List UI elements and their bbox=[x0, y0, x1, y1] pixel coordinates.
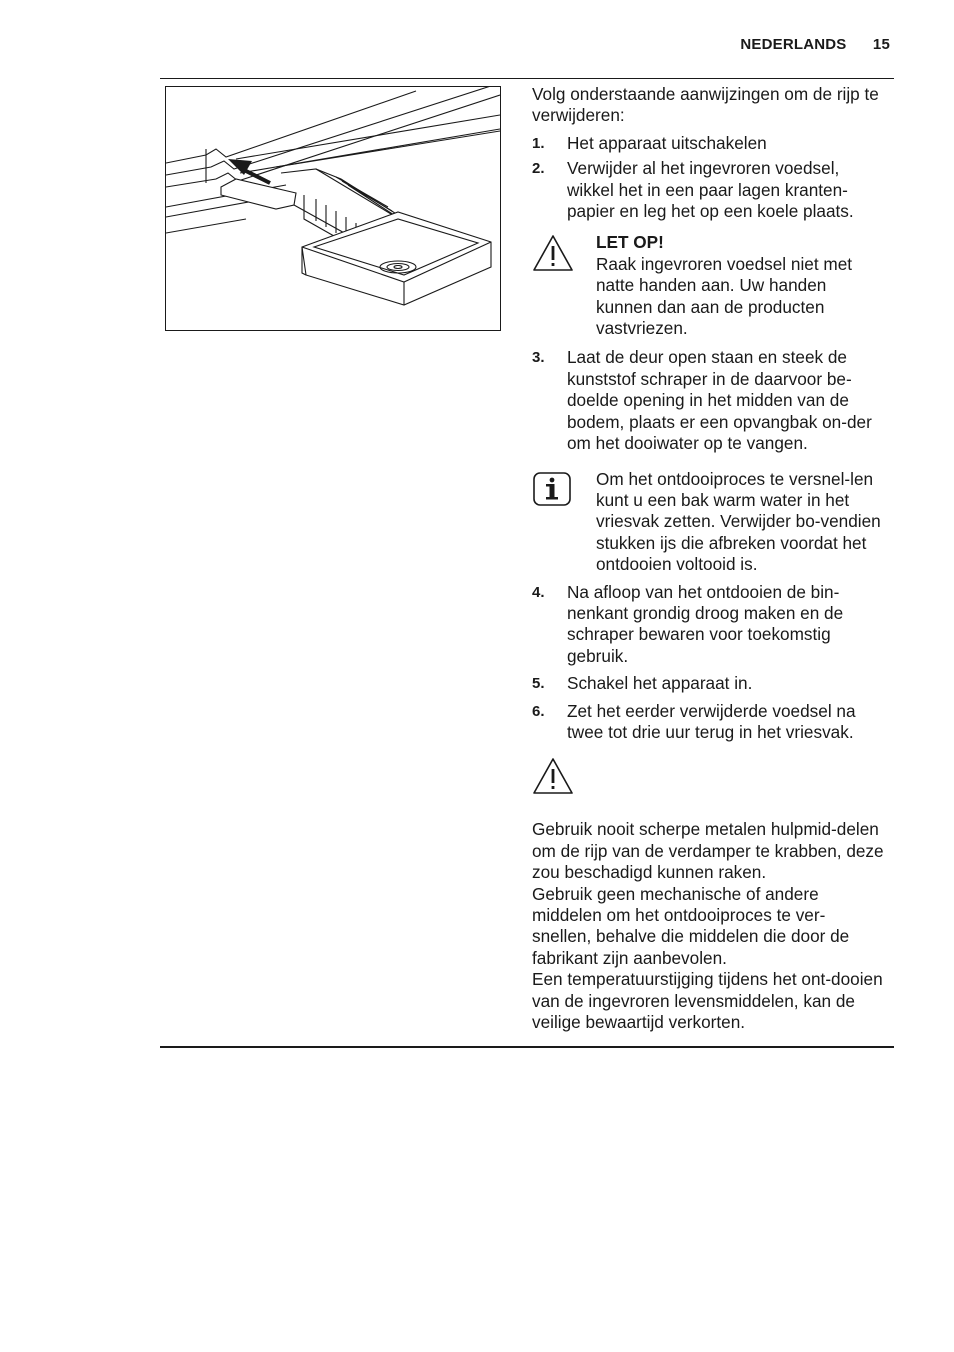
warning-text bbox=[532, 819, 884, 1033]
caution-notice bbox=[532, 232, 884, 339]
warning-paragraph: Gebruik geen mechanische of andere middelen om het ontdooiproces te ver-snellen, behalve die middelen die door de fabrikant zijn aanbevolen. bbox=[532, 883, 850, 968]
step-6 bbox=[532, 701, 884, 744]
step-text: Verwijder al het ingevroren voedsel, wikkel het in een paar lagen kranten-papier en leg het op een koele plaats. bbox=[567, 158, 854, 222]
step-2 bbox=[532, 158, 884, 222]
scraper-illustration bbox=[165, 86, 501, 331]
step-number: 1. bbox=[532, 134, 545, 152]
step-text: Laat de deur open staan en steek de kunststof schraper in de daarvoor be-doelde opening in het midden van de bodem, plaats er een opvangbak on-der om het dooiwater op te vangen. bbox=[567, 347, 872, 454]
warning-paragraph: Gebruik nooit scherpe metalen hulpmid-delen om de rijp van de verdamper te krabben, deze zou beschadigd kunnen raken. bbox=[532, 819, 884, 883]
step-5 bbox=[532, 673, 884, 694]
caution-title: LET OP! bbox=[596, 232, 664, 253]
step-text: Na afloop van het ontdooien de bin-nenkant grondig droog maken en de schraper bewaren voor toekomstig gebruik. bbox=[567, 581, 844, 666]
warning-triangle-icon bbox=[532, 234, 574, 277]
warning-triangle-icon bbox=[532, 779, 574, 799]
warning-notice bbox=[532, 757, 884, 819]
step-number: 6. bbox=[532, 702, 545, 720]
bottom-divider bbox=[160, 1046, 894, 1048]
step-3 bbox=[532, 347, 884, 454]
step-text: Schakel het apparaat in. bbox=[567, 673, 753, 694]
top-divider bbox=[160, 78, 894, 79]
step-text: Zet het eerder verwijderde voedsel na twee tot drie uur terug in het vriesvak. bbox=[567, 700, 856, 742]
caution-text: Raak ingevroren voedsel niet met natte handen aan. Uw handen kunnen dan aan de producten vastvriezen. bbox=[596, 253, 853, 339]
scraper-drawing bbox=[166, 87, 500, 330]
info-text: Om het ontdooiproces te versnel-len kunt u een bak warm water in het vriesvak zetten. Verwijder bo-vendien stukken ijs die afbreken voordat het ontdooien voltooid is. bbox=[596, 468, 881, 575]
intro-text: Volg onderstaande aanwijzingen om de rijp te verwijderen: bbox=[532, 84, 879, 126]
page-number: 15 bbox=[872, 36, 890, 53]
step-number: 4. bbox=[532, 583, 545, 601]
warning-paragraph: Een temperatuurstijging tijdens het ont-dooien van de ingevroren levensmiddelen, kan de veilige bewaartijd verkorten. bbox=[532, 969, 883, 1033]
step-number: 5. bbox=[532, 675, 545, 693]
step-4 bbox=[532, 582, 884, 668]
step-number: 2. bbox=[532, 160, 545, 178]
step-1 bbox=[532, 133, 884, 154]
info-icon bbox=[532, 471, 572, 512]
info-notice bbox=[532, 469, 884, 576]
step-number: 3. bbox=[532, 349, 545, 367]
step-text: Het apparaat uitschakelen bbox=[567, 132, 767, 153]
page-header bbox=[740, 36, 890, 53]
instructions-column bbox=[532, 84, 884, 1033]
language-label: NEDERLANDS bbox=[740, 36, 847, 53]
